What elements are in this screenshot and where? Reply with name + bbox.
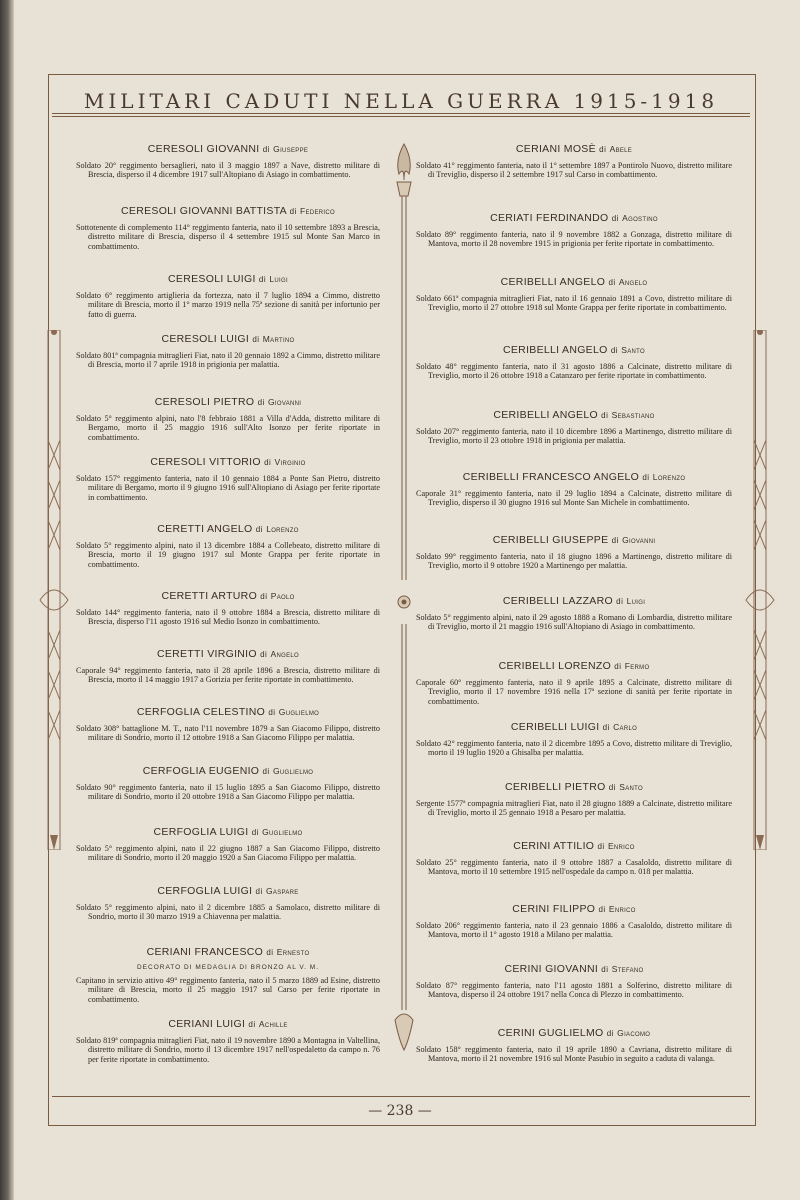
entry-name	[416, 781, 732, 793]
entry-name	[416, 534, 732, 546]
entry	[76, 273, 380, 319]
entry-name	[416, 840, 732, 852]
entry-name	[76, 765, 380, 777]
father-name: Guglielmo	[262, 827, 303, 837]
book-spine-edge	[0, 0, 14, 1200]
father-name: Lorenzo	[652, 472, 686, 482]
di-connector: di	[608, 278, 616, 287]
soldier-name: CERIBELLI ANGELO	[493, 409, 598, 421]
di-connector: di	[268, 708, 276, 717]
entry-description: Soldato 5° reggimento alpini, nato il 29 agosto 1888 a Romano di Lombardia, distretto militare di Treviglio, morto il 21 maggio 1916 sull'Altopiano di Asiago in combattimento.	[416, 613, 732, 632]
soldier-name: CERESOLI VITTORIO	[150, 456, 261, 468]
entry	[76, 946, 380, 1004]
di-connector: di	[597, 842, 605, 851]
entry-name	[76, 946, 380, 958]
father-name: Fermo	[624, 661, 650, 671]
entry	[76, 826, 380, 863]
soldier-name: CERIATI FERDINANDO	[490, 212, 609, 224]
entry	[416, 1027, 732, 1064]
entry	[416, 840, 732, 877]
entry-description: Soldato 5° reggimento alpini, nato il 13 dicembre 1884 a Collebeato, distretto militare di Brescia, morto il 19 giugno 1917 sul Monte Grappa per ferite riportate in combattimento.	[76, 541, 380, 569]
left-scroll-ornament	[34, 330, 82, 850]
entry	[76, 143, 380, 180]
entry-name	[76, 143, 380, 155]
entry	[416, 903, 732, 940]
entry	[76, 765, 380, 802]
di-connector: di	[262, 145, 270, 154]
entry-name	[76, 456, 380, 468]
father-name: Sebastiano	[611, 410, 655, 420]
entry	[416, 143, 732, 180]
soldier-name: CERETTI VIRGINIO	[156, 648, 257, 660]
entry-description: Soldato 48° reggimento fanteria, nato il 31 agosto 1886 a Calcinate, distretto militare di Treviglio, morto il 26 ottobre 1918 a Catanzaro per ferite riportate in combattimento.	[416, 362, 732, 381]
entry-description: Soldato 207° reggimento fanteria, nato il 10 dicembre 1896 a Martinengo, distretto militare di Treviglio, morto il 23 ottobre 1918 in prigionia per malattia.	[416, 427, 732, 446]
entry-description: Soldato 87° reggimento fanteria, nato l'11 agosto 1881 a Solferino, distretto militare di Mantova, disperso il 24 ottobre 1917 nella Conca di Plezzo in combattimento.	[416, 981, 732, 1000]
father-name: Giovanni	[622, 535, 656, 545]
di-connector: di	[616, 597, 624, 606]
soldier-name: CERIBELLI FRANCESCO ANGELO	[462, 471, 640, 483]
entry-name	[76, 333, 380, 345]
father-name: Gaspare	[266, 886, 299, 896]
entry-description: Soldato 308° battaglione M. T., nato l'11 novembre 1879 a San Giacomo Filippo, distretto militare di Sondrio, morto il 12 ottobre 1918 a San Giacomo Filippo per malattia.	[76, 724, 380, 743]
father-name: Stefano	[611, 964, 644, 974]
entry-name	[76, 706, 380, 718]
soldier-name: CERESOLI GIOVANNI	[147, 143, 260, 155]
entry	[416, 534, 732, 571]
entry-name	[416, 276, 732, 288]
entry-name	[76, 523, 380, 535]
entry-name	[76, 648, 380, 660]
entry-description: Soldato 5° reggimento alpini, nato il 22 giugno 1887 a San Giacomo Filippo, distretto militare di Sondrio, morto il 20 maggio 1920 a San Giacomo Filippo per malattia.	[76, 844, 380, 863]
entry-description: Soldato 41° reggimento fanteria, nato il 1° settembre 1897 a Pontirolo Nuovo, distretto militare di Treviglio, disperso il 2 settembre 1917 sul Carso in combattimento.	[416, 161, 732, 180]
right-scroll-ornament	[732, 330, 780, 850]
di-connector: di	[611, 536, 619, 545]
entry-name	[416, 595, 732, 607]
di-connector: di	[614, 662, 622, 671]
title-band	[52, 77, 750, 114]
entry-name	[76, 273, 380, 285]
entry	[416, 276, 732, 313]
entry	[416, 595, 732, 632]
entry-description: Sottotenente di complemento 114° reggimento fanteria, nato il 10 settembre 1893 a Brescia, distretto militare di Brescia, disperso il 4 settembre 1915 sul Monte San Marco in combattimento.	[76, 223, 380, 251]
father-name: Paolo	[270, 591, 295, 601]
father-name: Virginio	[274, 457, 306, 467]
entry	[416, 471, 732, 508]
di-connector: di	[611, 214, 619, 223]
entry-description: Soldato 819ª compagnia mitraglieri Fiat, nato il 19 novembre 1890 a Montagna in Valtellina, distretto militare di Sondrio, morto il 13 dicembre 1917 nell'ospedaletto da campo n. 76 per ferite riportate in combattimento.	[76, 1036, 380, 1064]
soldier-name: CERIANI MOSÈ	[515, 143, 596, 155]
entry-name	[416, 471, 732, 483]
entry	[76, 590, 380, 627]
entry-name	[416, 721, 732, 733]
soldier-name: CERIBELLI GIUSEPPE	[492, 534, 609, 546]
entry	[416, 963, 732, 1000]
father-name: Enrico	[608, 904, 636, 914]
honor-note: DECORATO DI MEDAGLIA DI BRONZO AL V. M.	[136, 964, 320, 971]
entry-description: Capitano in servizio attivo 49° reggimento fanteria, nato il 5 marzo 1889 ad Esine, distretto militare di Brescia, morto il 25 maggio 1917 sul Carso per ferite riportate in combattimento.	[76, 976, 380, 1004]
di-connector: di	[601, 965, 609, 974]
di-connector: di	[260, 650, 268, 659]
entry-description: Soldato 20° reggimento bersaglieri, nato il 3 maggio 1897 a Nave, distretto militare di Brescia, disperso il 4 dicembre 1917 sull'Altopiano di Asiago in combattimento.	[76, 161, 380, 180]
father-name: Luigi	[626, 596, 646, 606]
entry-description: Caporale 60° reggimento fanteria, nato il 9 aprile 1895 a Calcinate, distretto militare di Treviglio, morto il 17 novembre 1916 nella 17ª sezione di sanità per ferite riportate in combattimento.	[416, 678, 732, 706]
entry-description: Soldato 206° reggimento fanteria, nato il 23 gennaio 1886 a Casaloldo, distretto militare di Mantova, morto il 1° agosto 1918 a Milano per malattia.	[416, 921, 732, 940]
di-connector: di	[266, 948, 274, 957]
di-connector: di	[255, 887, 263, 896]
soldier-name: CERETTI ANGELO	[157, 523, 253, 535]
di-connector: di	[252, 335, 260, 344]
soldier-name: CERIANI LUIGI	[168, 1018, 246, 1030]
entry	[416, 721, 732, 758]
entry-name	[416, 1027, 732, 1039]
di-connector: di	[255, 525, 263, 534]
soldier-name: CERFOGLIA LUIGI	[157, 885, 253, 897]
soldier-name: CERESOLI LUIGI	[168, 273, 256, 285]
soldier-name: CERIBELLI LORENZO	[498, 660, 612, 672]
entry-description: Soldato 158° reggimento fanteria, nato il 19 aprile 1890 a Cavriana, distretto militare di Mantova, morto il 21 novembre 1916 sul Monte Pasubio in seguito a caduta di valanga.	[416, 1045, 732, 1064]
father-name: Angelo	[270, 649, 300, 659]
soldier-name: CERFOGLIA EUGENIO	[142, 765, 260, 777]
entry	[416, 212, 732, 249]
di-connector: di	[601, 411, 609, 420]
entry-description: Sergente 1577ª compagnia mitraglieri Fiat, nato il 28 giugno 1889 a Calcinate, distretto militare di Treviglio, morto il 25 gennaio 1918 a Pesaro per malattia.	[416, 799, 732, 818]
father-name: Angelo	[618, 277, 648, 287]
soldier-name: CERINI GUGLIELMO	[497, 1027, 604, 1039]
entry-name	[76, 396, 380, 408]
entry-name	[416, 903, 732, 915]
di-connector: di	[264, 458, 272, 467]
entry	[416, 409, 732, 446]
soldier-name: CERIBELLI ANGELO	[503, 344, 608, 356]
di-connector: di	[258, 275, 267, 284]
entry-name	[76, 205, 380, 217]
soldier-name: CERIBELLI LUIGI	[510, 721, 600, 733]
di-connector: di	[599, 145, 607, 154]
page-number: — 238 —	[368, 1103, 432, 1119]
entry-description: Caporale 94° reggimento fanteria, nato il 28 aprile 1896 a Brescia, distretto militare di Brescia, morto il 14 maggio 1917 a Gorizia per ferite riportate in combattimento.	[76, 666, 380, 685]
soldier-name: CERIBELLI ANGELO	[500, 276, 606, 288]
entry	[416, 781, 732, 818]
soldier-name: CERETTI ARTURO	[161, 590, 258, 602]
father-name: Lorenzo	[266, 524, 299, 534]
entry-name	[416, 344, 732, 356]
soldier-name: CERESOLI PIETRO	[154, 396, 255, 408]
entry-description: Soldato 90° reggimento fanteria, nato il 15 luglio 1895 a San Giacomo Filippo, distretto militare di Sondrio, morto il 20 ottobre 1918 a San Giacomo Filippo per malattia.	[76, 783, 380, 802]
entry-description: Soldato 661ª compagnia mitraglieri Fiat, nato il 16 gennaio 1891 a Covo, distretto militare di Treviglio, morto il 27 ottobre 1918 sul Monte Grappa per ferite riportate in combattimento.	[416, 294, 732, 313]
entry-name	[416, 963, 732, 975]
father-name: Santo	[621, 345, 645, 355]
entry-description: Soldato 25° reggimento fanteria, nato il 9 ottobre 1887 a Casaloldo, distretto militare di Mantova, morto il 10 settembre 1915 nell'ospedale da campo n. 018 per malattia.	[416, 858, 732, 877]
father-name: Ernesto	[276, 947, 310, 957]
di-connector: di	[608, 783, 616, 792]
entry-name	[76, 885, 380, 897]
father-name: Santo	[619, 782, 643, 792]
entry-name	[416, 409, 732, 421]
entry-name	[416, 212, 732, 224]
father-name: Giovanni	[268, 397, 302, 407]
father-name: Luigi	[269, 274, 288, 284]
header-rule	[52, 116, 750, 117]
di-connector: di	[257, 398, 265, 407]
entry-description: Caporale 31° reggimento fanteria, nato il 29 luglio 1894 a Calcinate, distretto militare di Treviglio, disperso il 30 giugno 1916 sul Monte San Michele in combattimento.	[416, 489, 732, 508]
father-name: Carlo	[613, 722, 638, 732]
di-connector: di	[606, 1029, 614, 1038]
entry-name	[76, 826, 380, 838]
father-name: Federico	[300, 206, 335, 216]
entry-description: Soldato 42° reggimento fanteria, nato il 2 dicembre 1895 a Covo, distretto militare di Treviglio, morto il 19 luglio 1920 a Ghisalba per malattia.	[416, 739, 732, 758]
entry-description: Soldato 99° reggimento fanteria, nato il 18 giugno 1896 a Martinengo, distretto militare di Treviglio, morto il 9 ottobre 1920 a Martinengo per malattia.	[416, 552, 732, 571]
soldier-name: CERIBELLI PIETRO	[505, 781, 606, 793]
soldier-name: CERESOLI LUIGI	[161, 333, 250, 345]
entry	[76, 205, 380, 251]
soldier-name: CERESOLI GIOVANNI BATTISTA	[121, 205, 287, 217]
entry	[76, 706, 380, 743]
soldier-name: CERINI ATTILIO	[513, 840, 595, 852]
di-connector: di	[602, 723, 610, 732]
father-name: Abele	[609, 144, 633, 154]
entry	[76, 333, 380, 370]
soldier-name: CERINI FILIPPO	[512, 903, 596, 915]
entry-description: Soldato 5° reggimento alpini, nato il 2 dicembre 1885 a Samolaco, distretto militare di Sondrio, morto il 30 marzo 1919 a Chiavenna per malattia.	[76, 903, 380, 922]
entry-description: Soldato 6° reggimento artiglieria da fortezza, nato il 7 luglio 1894 a Cimmo, distretto militare di Brescia, morto il 1° marzo 1919 nella 75ª sezione di sanità per infortunio per fatto di guerra.	[76, 291, 380, 319]
di-connector: di	[251, 828, 259, 837]
di-connector: di	[248, 1020, 256, 1029]
di-connector: di	[598, 905, 606, 914]
soldier-name: CERFOGLIA CELESTINO	[136, 706, 266, 718]
father-name: Enrico	[607, 841, 635, 851]
di-connector: di	[642, 473, 650, 482]
soldier-name: CERIANI FRANCESCO	[146, 946, 264, 958]
soldier-name: CERFOGLIA LUIGI	[153, 826, 249, 838]
father-name: Agostino	[622, 213, 658, 223]
di-connector: di	[262, 767, 270, 776]
entry	[76, 648, 380, 685]
entry-name	[416, 660, 732, 672]
entry	[416, 660, 732, 706]
soldier-name: CERINI GIOVANNI	[504, 963, 599, 975]
entry-name	[76, 590, 380, 602]
father-name: Martino	[262, 334, 295, 344]
entry-name	[76, 1018, 380, 1030]
father-name: Giuseppe	[273, 144, 309, 154]
entry-description: Soldato 157° reggimento fanteria, nato il 10 gennaio 1884 a Ponte San Pietro, distretto militare di Bergamo, morto il 9 giugno 1916 sull'Altopiano di Asiago per ferite riportate in combattimento.	[76, 474, 380, 502]
father-name: Achille	[258, 1019, 288, 1029]
entry-description: Soldato 89° reggimento fanteria, nato il 9 novembre 1882 a Gonzaga, distretto militare di Mantova, morto il 28 novembre 1915 in prigionia per ferite riportate in combattimento.	[416, 230, 732, 249]
entry	[76, 885, 380, 922]
di-connector: di	[260, 592, 268, 601]
entry-name	[416, 143, 732, 155]
entry	[76, 456, 380, 502]
entry	[76, 523, 380, 569]
entry	[416, 344, 732, 381]
father-name: Guglielmo	[272, 766, 314, 776]
entry	[76, 1018, 380, 1064]
di-connector: di	[610, 346, 619, 355]
entry	[76, 396, 380, 442]
di-connector: di	[289, 207, 297, 216]
entry-description: Soldato 801ª compagnia mitraglieri Fiat, nato il 20 gennaio 1892 a Cimmo, distretto militare di Brescia, morto il 7 aprile 1918 in prigionia per malattia.	[76, 351, 380, 370]
entry-description: Soldato 5° reggimento alpini, nato l'8 febbraio 1881 a Villa d'Adda, distretto militare di Bergamo, morto il 25 maggio 1916 sull'Alto Isonzo per ferite riportate in combattimento.	[76, 414, 380, 442]
page-title: MILITARI CADUTI NELLA GUERRA 1915-1918	[83, 89, 719, 113]
center-torch-divider	[393, 140, 415, 1080]
footer-rule	[52, 1096, 750, 1097]
soldier-name: CERIBELLI LAZZARO	[502, 595, 613, 607]
father-name: Giacomo	[617, 1028, 651, 1038]
father-name: Guglielmo	[278, 707, 320, 717]
entry-description: Soldato 144° reggimento fanteria, nato il 9 ottobre 1884 a Brescia, distretto militare di Brescia, disperso l'11 agosto 1916 sul Medio Isonzo in combattimento.	[76, 608, 380, 627]
